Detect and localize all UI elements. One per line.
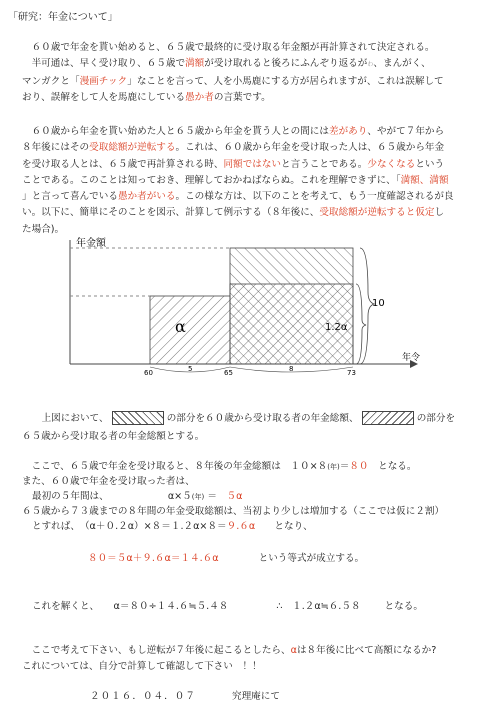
calc-line3: 最初の５年間は、 α×５(年) ＝ ５α	[32, 491, 243, 502]
document-title: 「研究：年金について」	[8, 12, 118, 23]
calc-line4: ６５歳から７３歳までの８年間の年金受取総額は、当初より少しは増加する（ここでは仮に２割）	[22, 506, 445, 517]
explain-line2: ６５歳から受け取る者の年金総額とする。	[22, 431, 205, 442]
explain-line1: 上図において、 の部分を６０歳から受け取る者の年金総額、 の部分を	[32, 413, 456, 424]
tick-60: 60	[144, 369, 153, 377]
p1-line1: ６０歳で年金を貰い始めると、６５歳で最終的に受け取る年金額が再計算されて決定される。	[22, 42, 435, 53]
tick-5: 5	[188, 365, 193, 373]
p1-line2: 半可通は、早く受け取り、６５歳で満額が受け取れると後ろにふんぞり返るがわ、まんがく、	[22, 58, 431, 70]
calc-line6: ８０＝５α＋９.６α＝１４.６α という等式が成立する。	[88, 553, 365, 564]
calc-line9: これについては、自分で計算して確認して下さい ！！	[22, 661, 262, 672]
calc-line5: とすれば、 （α＋０.２α）×８＝１.２α×８＝９.６α となり、	[32, 521, 313, 532]
calc-line8: ここで考えて下さい、もし逆転が７年後に起こるとしたら、αは８年後に比べて高額になるか?	[22, 645, 437, 656]
tick-73: 73	[347, 369, 356, 377]
x-axis-label: 年令	[402, 353, 421, 363]
legend-hatch-60	[112, 411, 164, 425]
calc-line1: ここで、６５歳で年金を受け取ると、８年後の年金総額は １０×８(年)＝８０ となる。	[22, 461, 417, 472]
p2-line3: を受け取る人とは、６５歳で再計算される時、同額ではないと言うことである。少なくなるという	[22, 158, 445, 170]
tick-8: 8	[289, 365, 294, 373]
p2-line1: ６０歳から年金を貰い始めた人と６５歳から年金を貰う人との間には差があり、やがて７年から	[22, 126, 445, 137]
calc-line2: また、６０歳で年金を受け取った者は、	[22, 476, 195, 487]
label-10: 10	[372, 298, 385, 309]
date: ２０１６．０４．０７	[90, 691, 196, 702]
p2-line7: た場合)。	[22, 223, 65, 235]
label-1-2-alpha: 1.2α	[325, 322, 348, 333]
calc-line7: これを解くと、 α＝８０÷１４.６≒５.４８ ∴ １.２α≒６.５８ となる。	[32, 601, 423, 612]
paragraph-2	[22, 124, 482, 238]
p2-line6: い。以下に、簡単にそのことを図示、計算して例示する（８年後に、受取総額が逆転すると仮定し	[22, 207, 445, 219]
p1-line3: マンガクと「漫画チック」なことを言って、人を小馬鹿にする方が居られますが、これは誤解して	[22, 75, 444, 87]
signature: 究理庵にて	[232, 691, 280, 702]
area-60-start	[150, 296, 230, 364]
p2-line4: ことである。このことは知っておき、理解しておかねばならぬ。これを理解できずに、「満額、満額	[22, 174, 449, 186]
label-alpha: α	[175, 317, 186, 336]
area-65-start	[230, 248, 353, 364]
pension-diagram	[60, 232, 440, 382]
p1-line4: おり、誤解をして人を馬鹿にしている愚か者の言葉です。	[22, 91, 271, 103]
tick-65: 65	[224, 369, 233, 377]
p2-line5: 」と言って喜んでいる愚か者がいる。この様な方は、以下のことを考えて、もう一度確認されるが良	[22, 191, 454, 203]
p2-line2: ８年後にはその受取総額が逆転する。これは、６０歳から年金を受け取った人は、６５歳から年金	[22, 142, 445, 154]
paragraph-1	[22, 40, 482, 106]
legend-hatch-65	[362, 411, 414, 425]
y-axis-label: 年金額	[76, 238, 106, 249]
